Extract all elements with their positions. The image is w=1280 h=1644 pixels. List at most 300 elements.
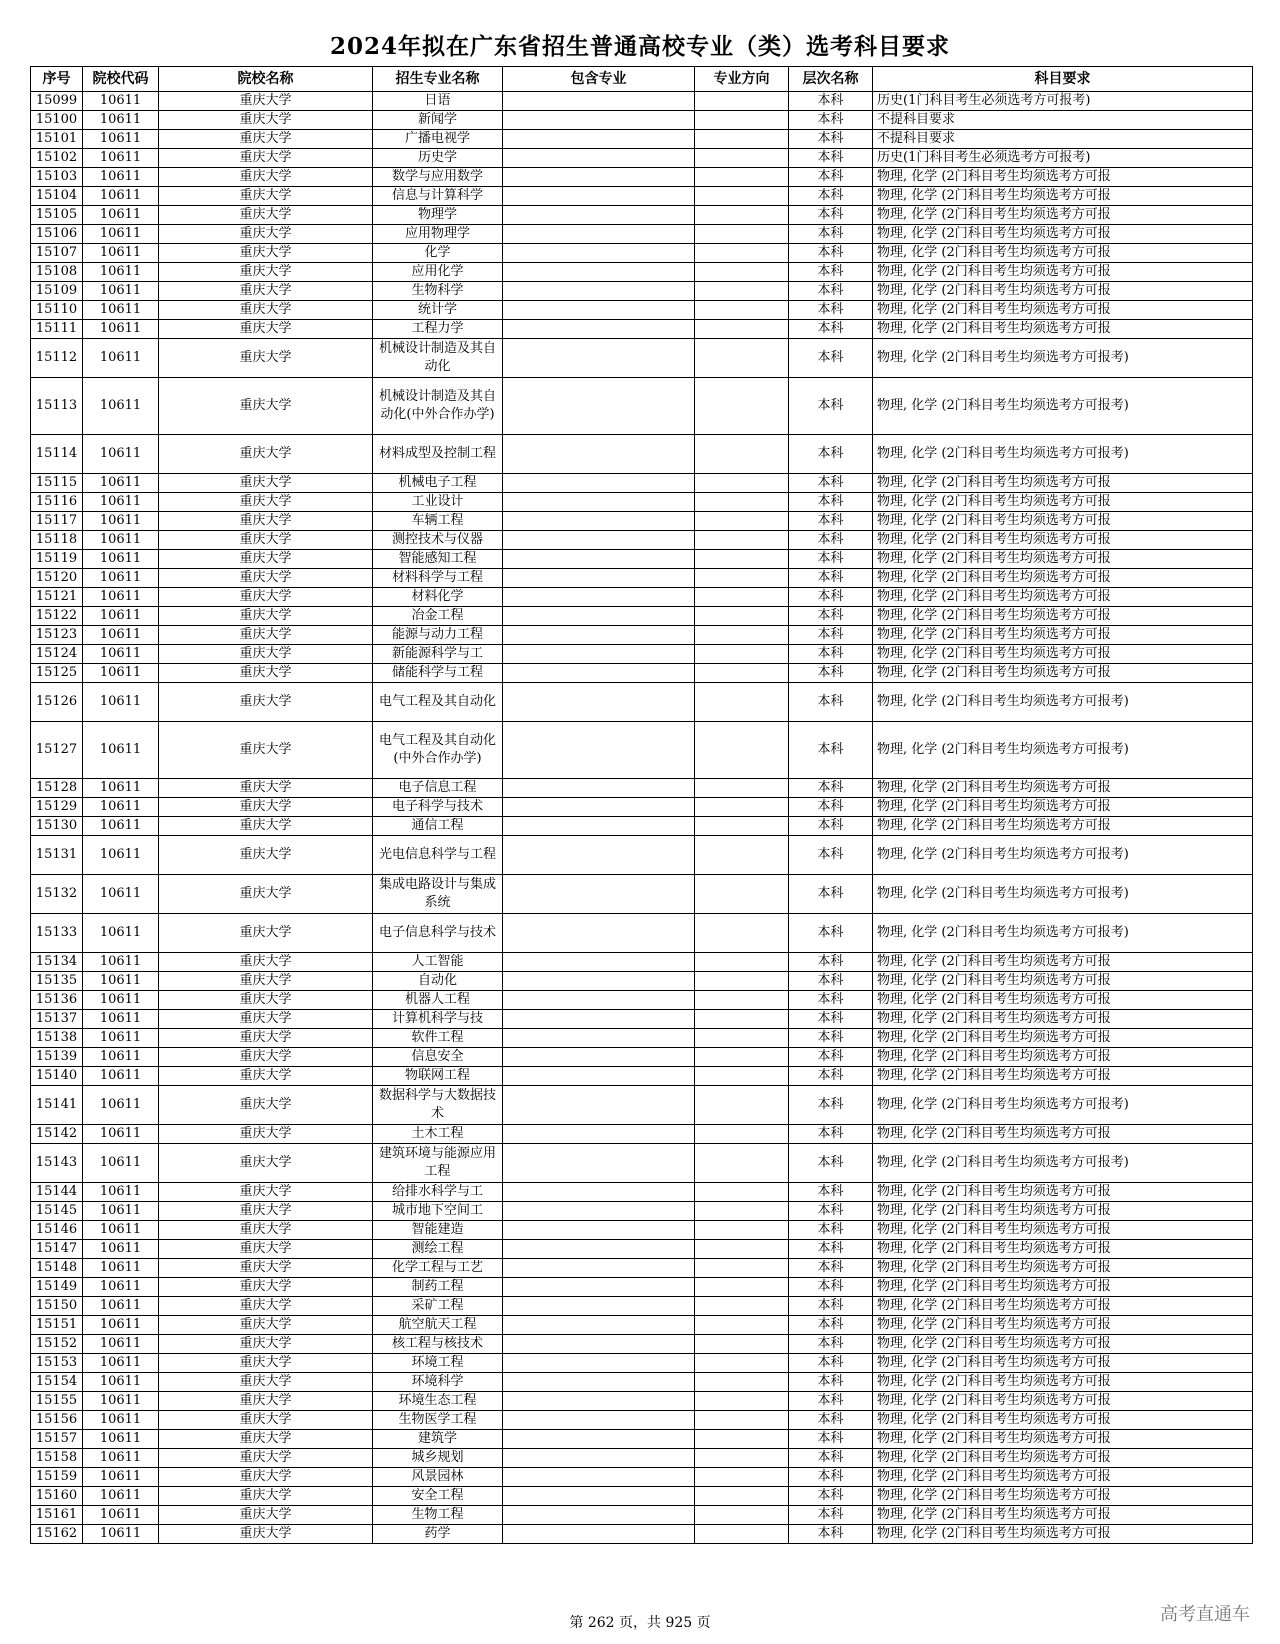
cell-school-code: 10611 [83,991,159,1010]
cell-school-code: 10611 [83,626,159,645]
cell-major-name: 应用化学 [373,263,503,282]
cell-subject-requirement: 不提科目要求 [873,111,1253,130]
cell-school-code: 10611 [83,1506,159,1525]
cell-school-code: 10611 [83,1183,159,1202]
table-row [31,339,1253,378]
cell-school-code: 10611 [83,1487,159,1506]
cell-included-majors [503,1221,695,1240]
cell-major-direction [695,1125,789,1144]
cell-major-name: 数学与应用数学 [373,168,503,187]
cell-major-direction [695,1449,789,1468]
table-row [31,493,1253,512]
cell-included-majors [503,1067,695,1086]
cell-school-code: 10611 [83,607,159,626]
cell-major-direction [695,1373,789,1392]
cell-level: 本科 [789,550,873,569]
cell-seq: 15148 [31,1259,83,1278]
cell-included-majors [503,111,695,130]
cell-school-code: 10611 [83,130,159,149]
cell-school-name: 重庆大学 [159,474,373,493]
cell-school-code: 10611 [83,875,159,914]
cell-seq: 15147 [31,1240,83,1259]
cell-major-direction [695,531,789,550]
cell-major-name: 工业设计 [373,493,503,512]
cell-school-name: 重庆大学 [159,1183,373,1202]
cell-level: 本科 [789,1029,873,1048]
cell-seq: 15122 [31,607,83,626]
cell-seq: 15146 [31,1221,83,1240]
cell-major-name: 应用物理学 [373,225,503,244]
col-header-subject-requirement: 科目要求 [873,67,1253,92]
cell-school-code: 10611 [83,664,159,683]
cell-seq: 15138 [31,1029,83,1048]
cell-seq: 15142 [31,1125,83,1144]
cell-major-name: 人工智能 [373,953,503,972]
cell-subject-requirement: 物理, 化学 (2门科目考生均须选考方可报 [873,1240,1253,1259]
cell-major-name: 新能源科学与工 [373,645,503,664]
cell-school-name: 重庆大学 [159,1202,373,1221]
table-row [31,168,1253,187]
cell-seq: 15129 [31,798,83,817]
cell-school-code: 10611 [83,435,159,474]
cell-seq: 15127 [31,722,83,779]
table-row [31,149,1253,168]
cell-seq: 15113 [31,378,83,435]
cell-included-majors [503,320,695,339]
cell-major-name: 测绘工程 [373,1240,503,1259]
cell-school-name: 重庆大学 [159,569,373,588]
cell-major-direction [695,92,789,111]
cell-subject-requirement: 物理, 化学 (2门科目考生均须选考方可报 [873,588,1253,607]
table-row [31,1506,1253,1525]
cell-school-name: 重庆大学 [159,914,373,953]
cell-major-name: 化学 [373,244,503,263]
cell-school-code: 10611 [83,493,159,512]
cell-school-code: 10611 [83,1411,159,1430]
cell-seq: 15115 [31,474,83,493]
cell-level: 本科 [789,664,873,683]
cell-subject-requirement: 物理, 化学 (2门科目考生均须选考方可报 [873,1506,1253,1525]
cell-level: 本科 [789,1125,873,1144]
cell-included-majors [503,1411,695,1430]
cell-level: 本科 [789,435,873,474]
table-row [31,1010,1253,1029]
cell-major-name: 机械设计制造及其自动化(中外合作办学) [373,378,503,435]
cell-major-direction [695,1029,789,1048]
cell-major-name: 测控技术与仪器 [373,531,503,550]
cell-major-direction [695,225,789,244]
cell-school-name: 重庆大学 [159,512,373,531]
cell-major-name: 安全工程 [373,1487,503,1506]
cell-seq: 15104 [31,187,83,206]
cell-major-name: 智能感知工程 [373,550,503,569]
cell-level: 本科 [789,244,873,263]
cell-included-majors [503,645,695,664]
cell-major-name: 机器人工程 [373,991,503,1010]
cell-major-direction [695,187,789,206]
cell-major-direction [695,1411,789,1430]
cell-seq: 15121 [31,588,83,607]
cell-level: 本科 [789,1010,873,1029]
cell-major-name: 车辆工程 [373,512,503,531]
cell-school-name: 重庆大学 [159,111,373,130]
cell-major-name: 历史学 [373,149,503,168]
cell-subject-requirement: 物理, 化学 (2门科目考生均须选考方可报 [873,493,1253,512]
cell-included-majors [503,263,695,282]
cell-school-code: 10611 [83,149,159,168]
cell-subject-requirement: 物理, 化学 (2门科目考生均须选考方可报考) [873,1086,1253,1125]
cell-seq: 15114 [31,435,83,474]
cell-subject-requirement: 物理, 化学 (2门科目考生均须选考方可报 [873,1278,1253,1297]
cell-level: 本科 [789,569,873,588]
cell-included-majors [503,1487,695,1506]
cell-subject-requirement: 不提科目要求 [873,130,1253,149]
table-row [31,512,1253,531]
table-row [31,244,1253,263]
cell-seq: 15100 [31,111,83,130]
cell-subject-requirement: 物理, 化学 (2门科目考生均须选考方可报 [873,1354,1253,1373]
cell-subject-requirement: 物理, 化学 (2门科目考生均须选考方可报考) [873,339,1253,378]
cell-major-name: 建筑环境与能源应用工程 [373,1144,503,1183]
cell-school-name: 重庆大学 [159,836,373,875]
cell-major-name: 工程力学 [373,320,503,339]
cell-subject-requirement: 历史(1门科目考生必须选考方可报考) [873,149,1253,168]
cell-level: 本科 [789,1316,873,1335]
cell-major-direction [695,1240,789,1259]
cell-school-name: 重庆大学 [159,645,373,664]
cell-school-code: 10611 [83,569,159,588]
table-row [31,1202,1253,1221]
cell-major-name: 电子信息工程 [373,779,503,798]
cell-school-code: 10611 [83,225,159,244]
cell-seq: 15154 [31,1373,83,1392]
table-row [31,779,1253,798]
cell-seq: 15117 [31,512,83,531]
cell-school-name: 重庆大学 [159,1048,373,1067]
table-row [31,1029,1253,1048]
cell-school-code: 10611 [83,320,159,339]
col-header-major-name: 招生专业名称 [373,67,503,92]
cell-school-code: 10611 [83,1297,159,1316]
cell-school-name: 重庆大学 [159,972,373,991]
cell-included-majors [503,1430,695,1449]
cell-major-direction [695,1335,789,1354]
cell-seq: 15144 [31,1183,83,1202]
table-row [31,1373,1253,1392]
cell-school-code: 10611 [83,1048,159,1067]
cell-included-majors [503,1316,695,1335]
cell-level: 本科 [789,1354,873,1373]
cell-included-majors [503,550,695,569]
cell-subject-requirement: 物理, 化学 (2门科目考生均须选考方可报考) [873,875,1253,914]
cell-seq: 15116 [31,493,83,512]
cell-major-name: 储能科学与工程 [373,664,503,683]
cell-school-code: 10611 [83,206,159,225]
cell-level: 本科 [789,512,873,531]
cell-level: 本科 [789,1221,873,1240]
cell-included-majors [503,836,695,875]
cell-level: 本科 [789,588,873,607]
cell-seq: 15124 [31,645,83,664]
cell-school-name: 重庆大学 [159,1259,373,1278]
cell-seq: 15133 [31,914,83,953]
cell-subject-requirement: 物理, 化学 (2门科目考生均须选考方可报 [873,1183,1253,1202]
table-row [31,1221,1253,1240]
table-row [31,683,1253,722]
cell-major-direction [695,1354,789,1373]
cell-subject-requirement: 物理, 化学 (2门科目考生均须选考方可报 [873,1316,1253,1335]
cell-subject-requirement: 物理, 化学 (2门科目考生均须选考方可报 [873,1125,1253,1144]
cell-level: 本科 [789,149,873,168]
cell-level: 本科 [789,683,873,722]
cell-major-name: 给排水科学与工 [373,1183,503,1202]
cell-level: 本科 [789,378,873,435]
table-row [31,206,1253,225]
cell-major-name: 药学 [373,1525,503,1544]
cell-included-majors [503,244,695,263]
cell-major-direction [695,263,789,282]
cell-seq: 15139 [31,1048,83,1067]
cell-included-majors [503,168,695,187]
cell-included-majors [503,206,695,225]
table-row [31,282,1253,301]
cell-seq: 15118 [31,531,83,550]
cell-included-majors [503,1048,695,1067]
cell-level: 本科 [789,339,873,378]
cell-seq: 15150 [31,1297,83,1316]
cell-subject-requirement: 物理, 化学 (2门科目考生均须选考方可报 [873,607,1253,626]
cell-school-name: 重庆大学 [159,92,373,111]
cell-major-direction [695,1392,789,1411]
cell-included-majors [503,1449,695,1468]
cell-level: 本科 [789,1144,873,1183]
cell-major-name: 软件工程 [373,1029,503,1048]
cell-school-name: 重庆大学 [159,550,373,569]
cell-included-majors [503,1240,695,1259]
cell-major-direction [695,914,789,953]
cell-level: 本科 [789,130,873,149]
cell-major-name: 自动化 [373,972,503,991]
cell-major-direction [695,645,789,664]
cell-school-code: 10611 [83,1086,159,1125]
cell-subject-requirement: 物理, 化学 (2门科目考生均须选考方可报 [873,1029,1253,1048]
cell-major-name: 物联网工程 [373,1067,503,1086]
cell-school-code: 10611 [83,1354,159,1373]
cell-level: 本科 [789,1202,873,1221]
cell-included-majors [503,1202,695,1221]
table-row [31,531,1253,550]
cell-major-name: 化学工程与工艺 [373,1259,503,1278]
cell-major-name: 生物工程 [373,1506,503,1525]
cell-level: 本科 [789,206,873,225]
cell-major-direction [695,817,789,836]
cell-level: 本科 [789,991,873,1010]
cell-major-name: 材料化学 [373,588,503,607]
cell-school-name: 重庆大学 [159,1411,373,1430]
cell-school-name: 重庆大学 [159,1487,373,1506]
table-row [31,1259,1253,1278]
cell-included-majors [503,683,695,722]
cell-seq: 15157 [31,1430,83,1449]
cell-major-direction [695,1506,789,1525]
cell-seq: 15110 [31,301,83,320]
cell-major-name: 信息与计算科学 [373,187,503,206]
cell-subject-requirement: 物理, 化学 (2门科目考生均须选考方可报考) [873,683,1253,722]
cell-level: 本科 [789,301,873,320]
cell-included-majors [503,1392,695,1411]
table-row [31,664,1253,683]
cell-major-name: 采矿工程 [373,1297,503,1316]
cell-school-name: 重庆大学 [159,1297,373,1316]
cell-school-name: 重庆大学 [159,664,373,683]
table-row [31,130,1253,149]
cell-school-name: 重庆大学 [159,875,373,914]
cell-school-code: 10611 [83,1449,159,1468]
cell-subject-requirement: 物理, 化学 (2门科目考生均须选考方可报 [873,1487,1253,1506]
cell-major-name: 计算机科学与技 [373,1010,503,1029]
cell-school-name: 重庆大学 [159,225,373,244]
cell-major-name: 能源与动力工程 [373,626,503,645]
table-row [31,1144,1253,1183]
table-row [31,817,1253,836]
cell-major-direction [695,244,789,263]
cell-subject-requirement: 物理, 化学 (2门科目考生均须选考方可报 [873,168,1253,187]
cell-major-direction [695,1278,789,1297]
table-row [31,1392,1253,1411]
cell-school-code: 10611 [83,1125,159,1144]
cell-major-name: 集成电路设计与集成系统 [373,875,503,914]
cell-major-direction [695,1430,789,1449]
table-row [31,645,1253,664]
cell-school-code: 10611 [83,722,159,779]
cell-included-majors [503,914,695,953]
cell-included-majors [503,722,695,779]
cell-school-code: 10611 [83,339,159,378]
cell-school-code: 10611 [83,836,159,875]
table-row [31,1240,1253,1259]
cell-included-majors [503,817,695,836]
table-row [31,1086,1253,1125]
cell-major-name: 环境工程 [373,1354,503,1373]
cell-major-direction [695,474,789,493]
table-row [31,187,1253,206]
page-footer: 第 262 页，共 925 页 [569,1615,711,1631]
cell-school-code: 10611 [83,282,159,301]
cell-included-majors [503,149,695,168]
cell-seq: 15132 [31,875,83,914]
cell-seq: 15105 [31,206,83,225]
cell-included-majors [503,953,695,972]
cell-subject-requirement: 物理, 化学 (2门科目考生均须选考方可报 [873,1335,1253,1354]
cell-level: 本科 [789,92,873,111]
table-row [31,474,1253,493]
cell-seq: 15109 [31,282,83,301]
cell-school-name: 重庆大学 [159,263,373,282]
table-row [31,263,1253,282]
cell-major-direction [695,588,789,607]
col-header-seq: 序号 [31,67,83,92]
cell-level: 本科 [789,914,873,953]
cell-school-code: 10611 [83,1373,159,1392]
cell-included-majors [503,798,695,817]
cell-school-code: 10611 [83,1067,159,1086]
cell-major-name: 数据科学与大数据技术 [373,1086,503,1125]
col-header-level: 层次名称 [789,67,873,92]
cell-school-name: 重庆大学 [159,206,373,225]
cell-seq: 15161 [31,1506,83,1525]
cell-major-direction [695,512,789,531]
cell-school-name: 重庆大学 [159,282,373,301]
cell-school-name: 重庆大学 [159,1125,373,1144]
table-row [31,1430,1253,1449]
cell-subject-requirement: 物理, 化学 (2门科目考生均须选考方可报 [873,1010,1253,1029]
cell-included-majors [503,282,695,301]
cell-school-name: 重庆大学 [159,1010,373,1029]
cell-major-name: 物理学 [373,206,503,225]
cell-subject-requirement: 物理, 化学 (2门科目考生均须选考方可报 [873,1392,1253,1411]
table-row [31,836,1253,875]
cell-school-code: 10611 [83,512,159,531]
cell-subject-requirement: 物理, 化学 (2门科目考生均须选考方可报 [873,991,1253,1010]
cell-school-code: 10611 [83,1335,159,1354]
cell-level: 本科 [789,817,873,836]
cell-subject-requirement: 物理, 化学 (2门科目考生均须选考方可报 [873,1048,1253,1067]
cell-school-name: 重庆大学 [159,1067,373,1086]
page-title: 2024年拟在广东省招生普通高校专业（类）选考科目要求 [329,33,950,60]
cell-seq: 15143 [31,1144,83,1183]
cell-major-direction [695,111,789,130]
cell-school-name: 重庆大学 [159,1335,373,1354]
cell-school-code: 10611 [83,645,159,664]
cell-subject-requirement: 物理, 化学 (2门科目考生均须选考方可报考) [873,722,1253,779]
cell-included-majors [503,972,695,991]
cell-subject-requirement: 物理, 化学 (2门科目考生均须选考方可报 [873,531,1253,550]
table-row [31,301,1253,320]
cell-school-code: 10611 [83,301,159,320]
cell-included-majors [503,1259,695,1278]
cell-school-name: 重庆大学 [159,531,373,550]
cell-school-code: 10611 [83,244,159,263]
cell-level: 本科 [789,722,873,779]
cell-major-direction [695,1221,789,1240]
table-row [31,1067,1253,1086]
cell-level: 本科 [789,1525,873,1544]
cell-major-name: 城乡规划 [373,1449,503,1468]
table-row [31,875,1253,914]
cell-major-direction [695,1487,789,1506]
cell-included-majors [503,378,695,435]
cell-school-code: 10611 [83,1316,159,1335]
cell-major-name: 土木工程 [373,1125,503,1144]
cell-subject-requirement: 物理, 化学 (2门科目考生均须选考方可报 [873,206,1253,225]
cell-major-direction [695,569,789,588]
cell-major-name: 新闻学 [373,111,503,130]
cell-major-direction [695,779,789,798]
cell-school-name: 重庆大学 [159,817,373,836]
cell-level: 本科 [789,1449,873,1468]
cell-seq: 15159 [31,1468,83,1487]
cell-school-name: 重庆大学 [159,1316,373,1335]
cell-school-code: 10611 [83,1221,159,1240]
cell-included-majors [503,875,695,914]
cell-school-name: 重庆大学 [159,1525,373,1544]
cell-major-direction [695,626,789,645]
cell-subject-requirement: 物理, 化学 (2门科目考生均须选考方可报 [873,1067,1253,1086]
cell-major-direction [695,798,789,817]
cell-subject-requirement: 物理, 化学 (2门科目考生均须选考方可报考) [873,435,1253,474]
cell-level: 本科 [789,953,873,972]
cell-major-name: 电气工程及其自动化 [373,683,503,722]
